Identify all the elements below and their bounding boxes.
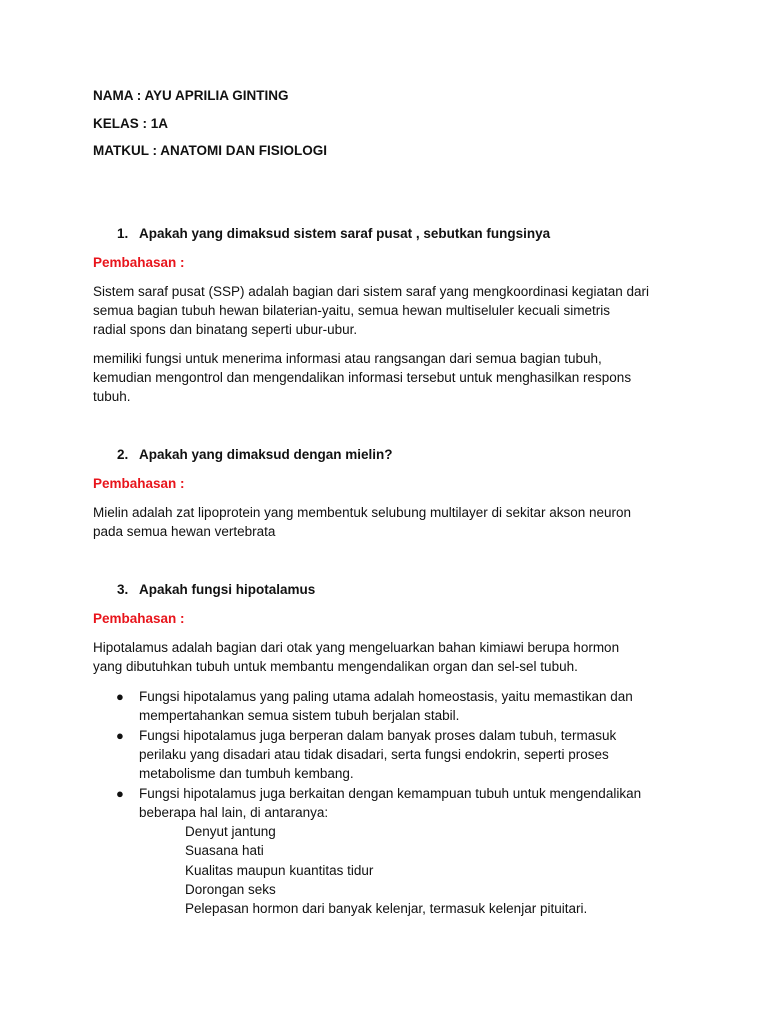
- bullet-icon: ●: [116, 728, 124, 743]
- sub-list-item: Kualitas maupun kuantitas tidur: [185, 863, 374, 878]
- bullet-line: Fungsi hipotalamus juga berperan dalam banyak proses dalam tubuh, termasuk: [139, 728, 617, 743]
- paragraph-line: yang dibutuhkan tubuh untuk membantu mengendalikan organ dan sel-sel tubuh.: [93, 659, 578, 674]
- paragraph-line: radial spons dan binatang seperti ubur-ubur.: [93, 322, 358, 337]
- sub-list-item: Suasana hati: [185, 843, 264, 858]
- paragraph-line: semua bagian tubuh hewan bilaterian-yaitu, semua hewan multiseluler kecuali simetris: [93, 303, 611, 318]
- bullet-line: mempertahankan semua sistem tubuh berjalan stabil.: [139, 708, 460, 723]
- bullet-line: Fungsi hipotalamus juga berkaitan dengan kemampuan tubuh untuk mengendalikan: [139, 786, 642, 801]
- course-name: MATKUL : ANATOMI DAN FISIOLOGI: [93, 143, 327, 158]
- paragraph-line: Hipotalamus adalah bagian dari otak yang mengeluarkan bahan kimiawi berupa hormon: [93, 640, 620, 655]
- paragraph-line: Sistem saraf pusat (SSP) adalah bagian dari sistem saraf yang mengkoordinasi kegiatan dari: [93, 284, 650, 299]
- student-class: KELAS : 1A: [93, 116, 169, 131]
- bullet-line: perilaku yang disadari atau tidak disadari, serta fungsi endokrin, seperti proses: [139, 747, 609, 762]
- paragraph-line: Mielin adalah zat lipoprotein yang membentuk selubung multilayer di sekitar akson neuron: [93, 505, 632, 520]
- question-number: 3.: [117, 582, 129, 597]
- bullet-line: metabolisme dan tumbuh kembang.: [139, 766, 354, 781]
- pembahasan-label: Pembahasan :: [93, 611, 185, 626]
- question-number: 1.: [117, 226, 129, 241]
- sub-list-item: Denyut jantung: [185, 824, 276, 839]
- sub-list-item: Pelepasan hormon dari banyak kelenjar, termasuk kelenjar pituitari.: [185, 901, 588, 916]
- question-title: Apakah fungsi hipotalamus: [139, 582, 316, 597]
- paragraph-line: tubuh.: [93, 389, 131, 404]
- question-number: 2.: [117, 447, 129, 462]
- sub-list-item: Dorongan seks: [185, 882, 276, 897]
- bullet-icon: ●: [116, 689, 124, 704]
- pembahasan-label: Pembahasan :: [93, 255, 185, 270]
- paragraph-line: pada semua hewan vertebrata: [93, 524, 276, 539]
- question-title: Apakah yang dimaksud sistem saraf pusat , sebutkan fungsinya: [139, 226, 551, 241]
- paragraph-line: kemudian mengontrol dan mengendalikan informasi tersebut untuk menghasilkan respons: [93, 370, 632, 385]
- pembahasan-label: Pembahasan :: [93, 476, 185, 491]
- question-title: Apakah yang dimaksud dengan mielin?: [139, 447, 393, 462]
- bullet-icon: ●: [116, 786, 124, 801]
- paragraph-line: memiliki fungsi untuk menerima informasi atau rangsangan dari semua bagian tubuh,: [93, 351, 602, 366]
- bullet-line: Fungsi hipotalamus yang paling utama adalah homeostasis, yaitu memastikan dan: [139, 689, 633, 704]
- student-name: NAMA : AYU APRILIA GINTING: [93, 88, 289, 103]
- bullet-line: beberapa hal lain, di antaranya:: [139, 805, 329, 820]
